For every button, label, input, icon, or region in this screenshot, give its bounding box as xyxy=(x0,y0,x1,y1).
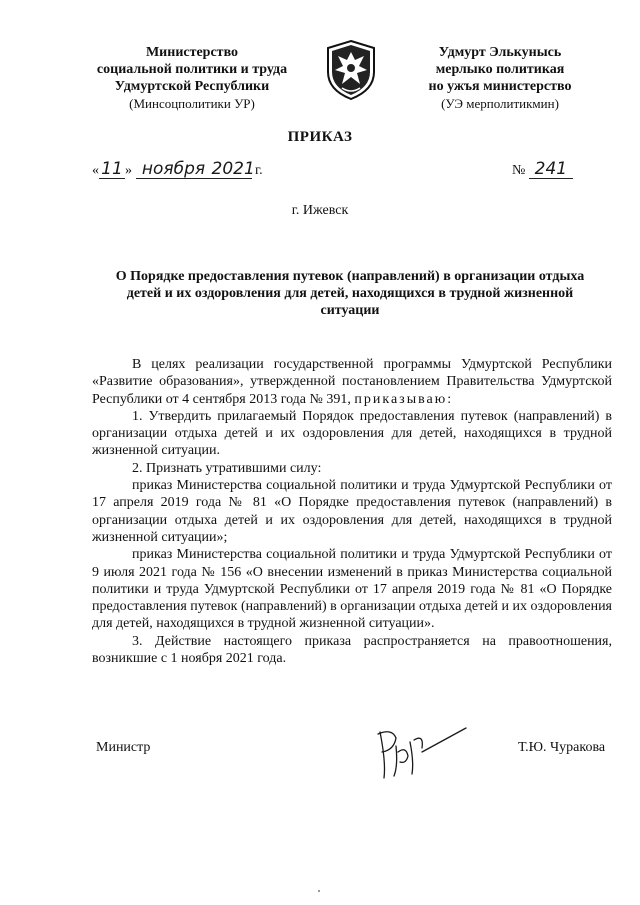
ministry-line-3: Удмуртской Республики xyxy=(114,79,270,94)
date-close-quote: » xyxy=(125,163,132,178)
ministry-line-2: социальной политики и труда xyxy=(96,62,288,77)
ministry-line-1: Министерство xyxy=(145,45,239,60)
ministry-udm-line-1: Удмурт Элькунысь xyxy=(438,45,562,60)
item-2b: приказ Министерства социальной политики и труда Удмуртской Республики от 9 июля 2021 года № 156 «О внесении изменений в приказ Министерства социальной политики и труда Удмуртской Республики от 17 апреля 2019 года № 81 «О Порядке предоставления путевок (направлений) в организации отдыха детей и их оздоровления для детей, находящихся в трудной жизненной ситуации». xyxy=(92,547,612,632)
ministry-udm-line-3: но ужъя министерство xyxy=(428,79,572,94)
number-value: 241 xyxy=(529,160,573,179)
ministry-udm-line-2: мерлыко политикая xyxy=(435,62,565,77)
intro-text: В целях реализации государственной программы Удмуртской Республики «Развитие образования», утвержденной постановлением Правительства Удмуртской Республики от 4 сентября 2013 года № 391, xyxy=(92,357,612,407)
item-1: 1. Утвердить прилагаемый Порядок предоставления путевок (направлений) в организации отдыха детей и их оздоровления для детей, находящихся в трудной жизненной ситуации. xyxy=(92,408,612,459)
order-word: приказываю: xyxy=(354,391,454,407)
date-open-quote: « xyxy=(92,163,99,178)
date-year: 2021 xyxy=(211,159,255,179)
order-number xyxy=(512,160,573,179)
item-2: 2. Признать утратившими силу: xyxy=(132,460,322,476)
handwritten-signature xyxy=(372,722,472,782)
coat-of-arms-icon xyxy=(322,38,380,102)
signer-title: Министр xyxy=(96,740,151,755)
item-3: 3. Действие настоящего приказа распространяется на правоотношения, возникшие с 1 ноября 2021 года. xyxy=(92,633,612,667)
date-suffix: г. xyxy=(255,163,263,178)
scan-speck xyxy=(318,890,320,892)
order-body xyxy=(92,356,612,667)
ministry-name-udmurt xyxy=(410,44,590,112)
date-day: 11 xyxy=(99,160,125,179)
document-title: ПРИКАЗ xyxy=(287,129,353,145)
signer-name: Т.Ю. Чуракова xyxy=(518,740,606,755)
ministry-name-russian xyxy=(80,44,304,112)
item-2a: приказ Министерства социальной политики и труда Удмуртской Республики от 17 апреля 2019 года № 81 «О Порядке предоставления путевок (направлений) в организации отдыха детей и их оздоровления для детей, находящихся в трудной жизненной ситуации»; xyxy=(92,478,612,545)
order-subject: О Порядке предоставления путевок (направлений) в организации отдыха детей и их оздоровления для детей, находящихся в трудной жизненной ситуации xyxy=(115,269,585,318)
order-date xyxy=(92,160,292,182)
city: г. Ижевск xyxy=(291,203,349,218)
ministry-udm-abbr: (УЭ мерполитикмин) xyxy=(441,96,559,111)
number-label: № xyxy=(512,163,526,178)
intro-paragraph xyxy=(92,356,612,408)
date-month: ноября xyxy=(136,160,212,179)
ministry-abbr: (Минсоцполитики УР) xyxy=(129,96,255,111)
